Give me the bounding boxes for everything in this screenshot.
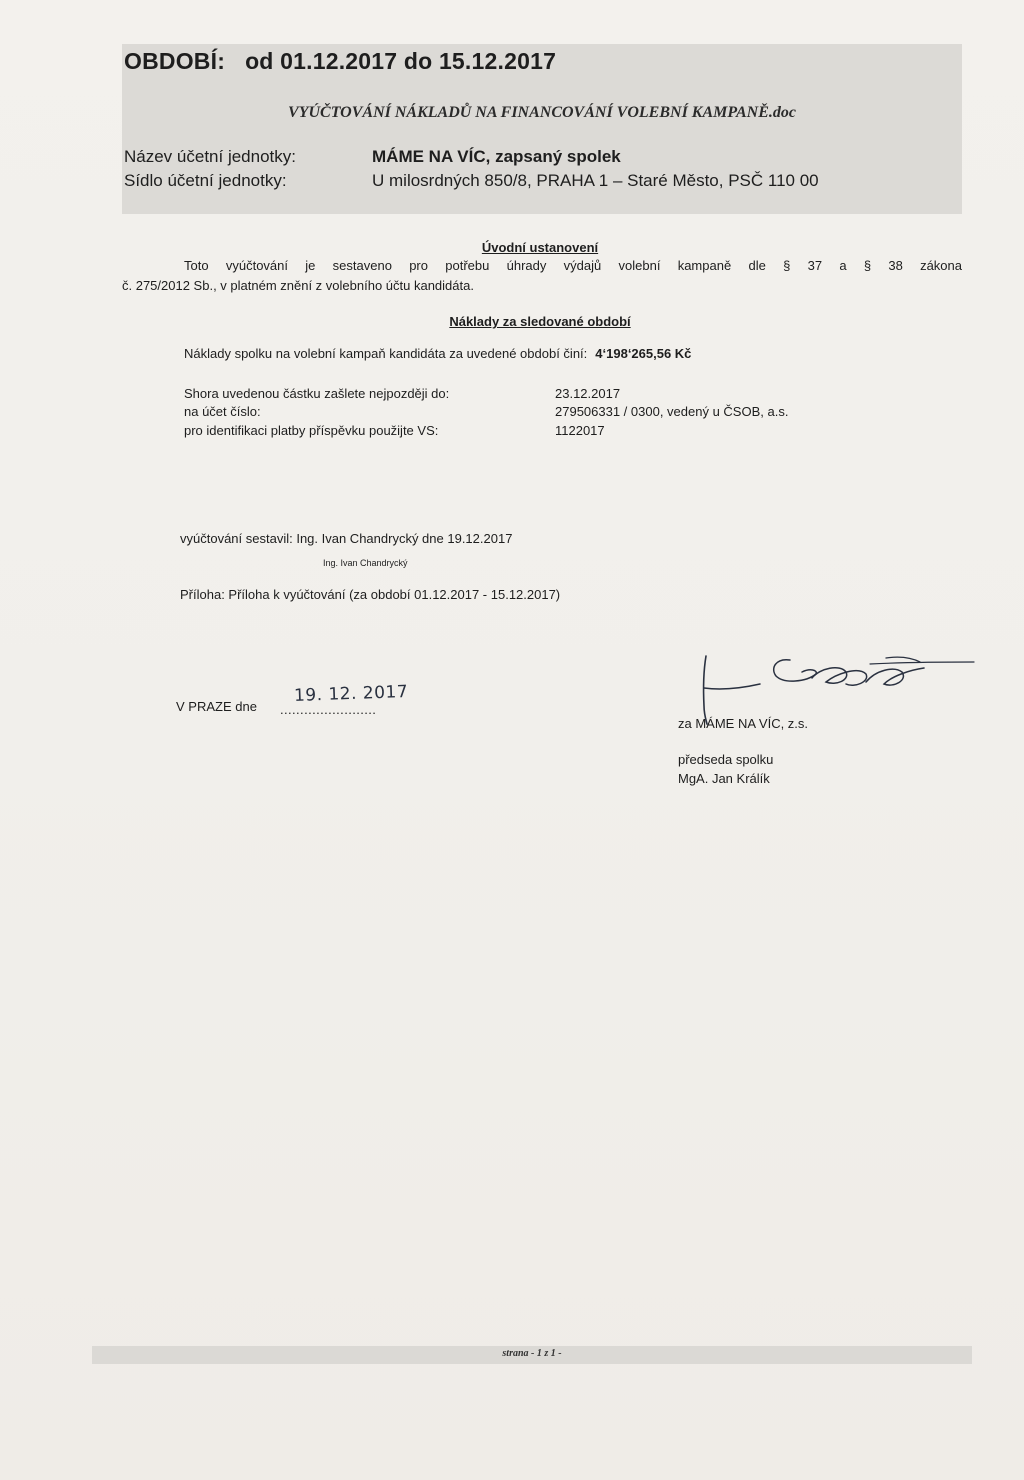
compiled-by: vyúčtování sestavil: Ing. Ivan Chandrycký dne 19.12.2017	[180, 531, 513, 546]
account-value: 279506331 / 0300, vedený u ČSOB, a.s.	[555, 404, 789, 419]
period-value: od 01.12.2017 do 15.12.2017	[245, 48, 557, 74]
account-label: na účet číslo:	[184, 404, 261, 419]
compiled-by-signature: Ing. Ivan Chandrycký	[323, 558, 408, 568]
costs-text: Náklady spolku na volební kampaň kandidáta za uvedené období činí:	[184, 346, 588, 361]
signatory-role: předseda spolku	[678, 752, 774, 767]
intro-line-1: Toto vyúčtování je sestaveno pro potřebu úhrady výdajů volební kampaně dle § 37 a § 38 zákona	[184, 258, 962, 273]
entity-name-value: MÁME NA VÍC, zapsaný spolek	[372, 147, 621, 166]
signatory-name: MgA. Jan Králík	[678, 771, 770, 786]
intro-title: Úvodní ustanovení	[481, 240, 599, 255]
page-number: strana - 1 z 1 -	[502, 1348, 562, 1359]
place-date-label: V PRAZE dne	[176, 699, 257, 714]
costs-line	[184, 346, 691, 361]
period-heading	[124, 48, 556, 75]
due-date-value: 23.12.2017	[555, 386, 621, 401]
entity-seat-label: Sídlo účetní jednotky:	[124, 171, 287, 190]
intro-paragraph	[122, 256, 962, 296]
attachment-line: Příloha: Příloha k vyúčtování (za období 01.12.2017 - 15.12.2017)	[180, 587, 561, 602]
costs-amount: 4‘198‘265,56 Kč	[595, 346, 692, 361]
vs-value: 1122017	[555, 423, 605, 438]
intro-line-2: č. 275/2012 Sb., v platném znění z volebního účtu kandidáta.	[122, 278, 474, 293]
due-date-label: Shora uvedenou částku zašlete nejpozději do:	[184, 386, 450, 401]
vs-label: pro identifikaci platby příspěvku použijte VS:	[184, 423, 439, 438]
signatory-organization: za MÁME NA VÍC, z.s.	[678, 716, 809, 731]
entity-seat-value: U milosrdných 850/8, PRAHA 1 – Staré Město, PSČ 110 00	[372, 171, 819, 190]
handwritten-date: 19. 12. 2017	[293, 682, 409, 706]
document-name: VYÚČTOVÁNÍ NÁKLADŮ NA FINANCOVÁNÍ VOLEBNÍ KAMPANĚ.doc	[288, 104, 796, 121]
costs-title: Náklady za sledované období	[449, 314, 631, 329]
date-dotted-line: ........................	[280, 702, 377, 717]
entity-name-label: Název účetní jednotky:	[124, 147, 296, 166]
period-label: OBDOBÍ:	[124, 48, 226, 74]
